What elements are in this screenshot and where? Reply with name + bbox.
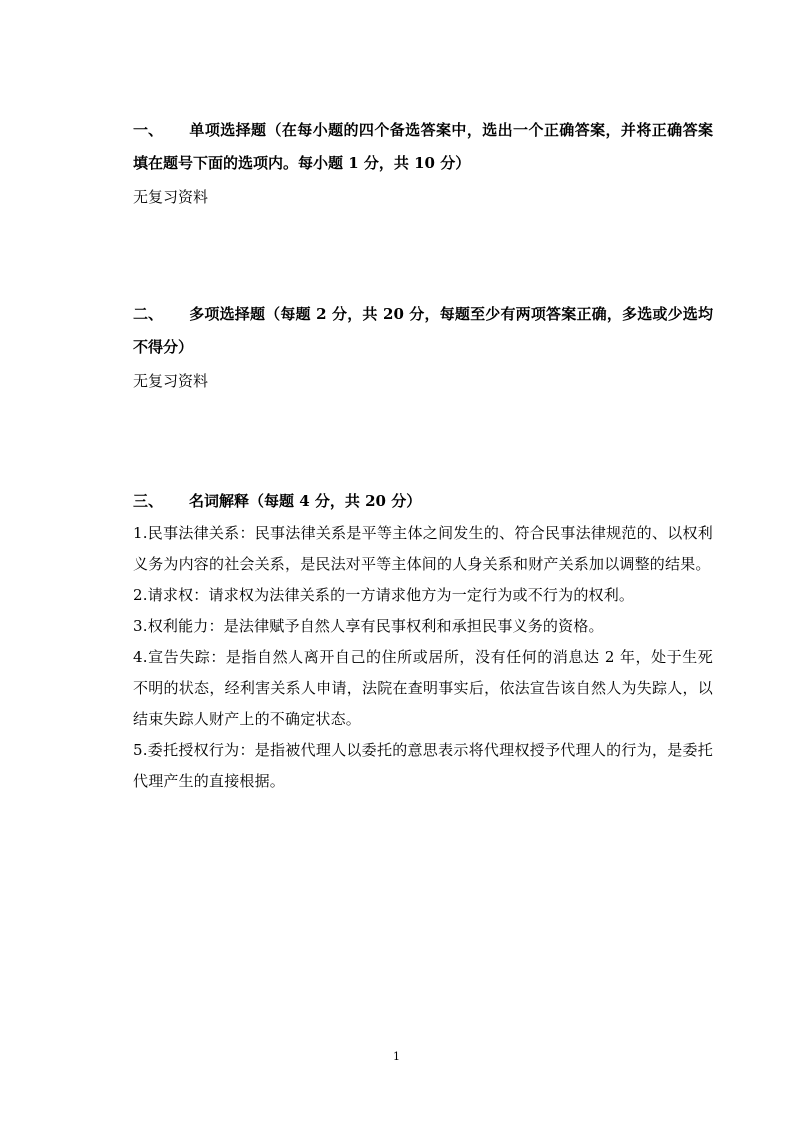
section-number: 二、 — [133, 305, 164, 323]
section-heading — [133, 114, 713, 180]
definition-item: 2.请求权：请求权为法律关系的一方请求他方为一定行为或不行为的权利。 — [133, 586, 635, 604]
section-term-definitions — [133, 485, 713, 797]
section-number: 一、 — [133, 121, 164, 139]
section-number: 三、 — [133, 492, 164, 510]
section-content: 无复习资料 — [133, 188, 209, 206]
section-title: 名词解释（每题 4 分，共 20 分） — [189, 492, 422, 510]
definition-item: 5.委托授权行为：是指被代理人以委托的意思表示将代理权授予代理人的行为，是委托代理产生的直接根据。 — [133, 741, 713, 790]
definition-item: 3.权利能力：是法律赋予自然人享有民事权利和承担民事义务的资格。 — [133, 617, 604, 635]
section-title: 多项选择题（每题 2 分，共 20 分，每题至少有两项答案正确，多选或少选均不得分） — [133, 305, 713, 356]
page-number: 1 — [393, 1050, 400, 1063]
definition-item: 1.民事法律关系：民事法律关系是平等主体之间发生的、符合民事法律规范的、以权利义务为内容的社会关系，是民法对平等主体间的人身关系和财产关系加以调整的结果。 — [133, 524, 713, 573]
section-title: 单项选择题（在每小题的四个备选答案中，选出一个正确答案，并将正确答案填在题号下面的选项内。每小题 1 分，共 10 分） — [133, 121, 713, 172]
section-heading — [133, 485, 713, 518]
section-content: 无复习资料 — [133, 372, 209, 390]
section-multiple-choice — [133, 298, 713, 396]
section-single-choice — [133, 114, 713, 212]
definition-item: 4.宣告失踪：是指自然人离开自己的住所或居所，没有任何的消息达 2 年，处于生死不明的状态，经利害关系人申请，法院在查明事实后，依法宣告该自然人为失踪人，以结束失踪人财产上的不确定状态。 — [133, 648, 713, 728]
section-heading — [133, 298, 713, 364]
